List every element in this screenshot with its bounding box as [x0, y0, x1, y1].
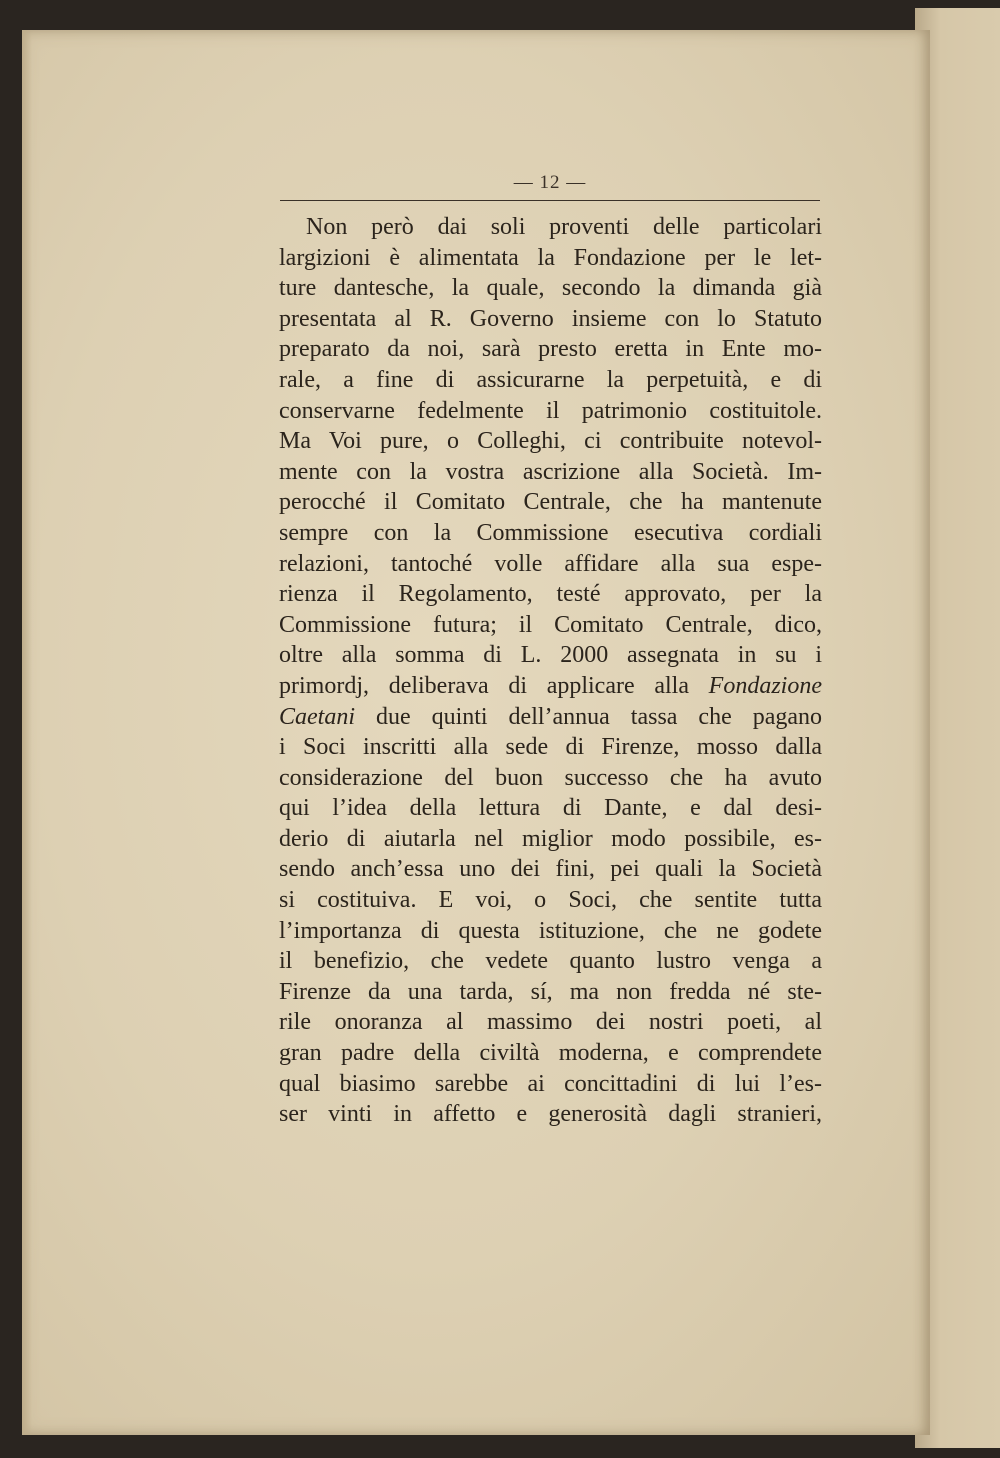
text-line-with-italic [279, 671, 822, 702]
text-line: perocché il Comitato Centrale, che ha mantenute [279, 489, 822, 516]
text-line: gran padre della civiltà moderna, e comprendete [279, 1040, 822, 1067]
text-segment: due quinti dell’annua tassa che pagano [355, 703, 822, 730]
text-line: ture dantesche, la quale, secondo la dimanda già [279, 275, 822, 302]
text-line: ser vinti in affetto e generosità dagli stranieri, [279, 1101, 822, 1128]
text-line: derio di aiutarla nel miglior modo possibile, es- [279, 825, 822, 852]
page-gutter-shadow [22, 30, 32, 1435]
text-line: rienza il Regolamento, testé approvato, per la [279, 581, 822, 608]
page-number: — 12 — [513, 172, 587, 193]
text-line: qual biasimo sarebbe ai concittadini di lui l’es- [279, 1070, 822, 1097]
text-line: qui l’idea della lettura di Dante, e dal desi- [279, 795, 822, 822]
text-line-with-italic [279, 702, 822, 733]
text-line: rile onoranza al massimo dei nostri poeti, al [279, 1009, 822, 1036]
text-line: l’importanza di questa istituzione, che ne godete [279, 917, 822, 944]
text-segment: primordj, deliberava di applicare alla [279, 672, 709, 699]
italic-title: Fondazione [708, 672, 822, 699]
text-line: mente con la vostra ascrizione alla Società. Im- [279, 458, 822, 485]
text-line: Firenze da una tarda, sí, ma non fredda né ste- [279, 978, 822, 1005]
text-line: Non però dai soli proventi delle particolari [306, 214, 822, 240]
text-line: presentata al R. Governo insieme con lo Statuto [279, 305, 822, 332]
italic-title: Caetani [279, 703, 355, 730]
paragraph [279, 212, 822, 1130]
text-line: oltre alla somma di L. 2000 assegnata in su i [279, 642, 822, 669]
text-line: il benefizio, che vedete quanto lustro venga a [279, 948, 822, 975]
text-line: relazioni, tantoché volle affidare alla sua espe- [279, 550, 822, 577]
page-header [280, 172, 820, 202]
text-line: Commissione futura; il Comitato Centrale, dico, [279, 611, 822, 638]
text-line: sempre con la Commissione esecutiva cordiali [279, 519, 822, 546]
text-line: i Soci inscritti alla sede di Firenze, mosso dalla [279, 734, 822, 761]
header-rule [280, 200, 820, 201]
text-line: Ma Voi pure, o Colleghi, ci contribuite notevol- [279, 428, 822, 455]
text-line: sendo anch’essa uno dei fini, pei quali la Società [279, 856, 822, 883]
text-line: rale, a fine di assicurarne la perpetuità, e di [279, 366, 822, 393]
text-line: preparato da noi, sarà presto eretta in Ente mo- [279, 336, 822, 363]
text-line: conservarne fedelmente il patrimonio costituitole. [279, 397, 822, 424]
text-line: largizioni è alimentata la Fondazione per le let- [279, 244, 822, 271]
text-line: considerazione del buon successo che ha avuto [279, 764, 822, 791]
text-line: si costituiva. E voi, o Soci, che sentite tutta [279, 887, 822, 914]
